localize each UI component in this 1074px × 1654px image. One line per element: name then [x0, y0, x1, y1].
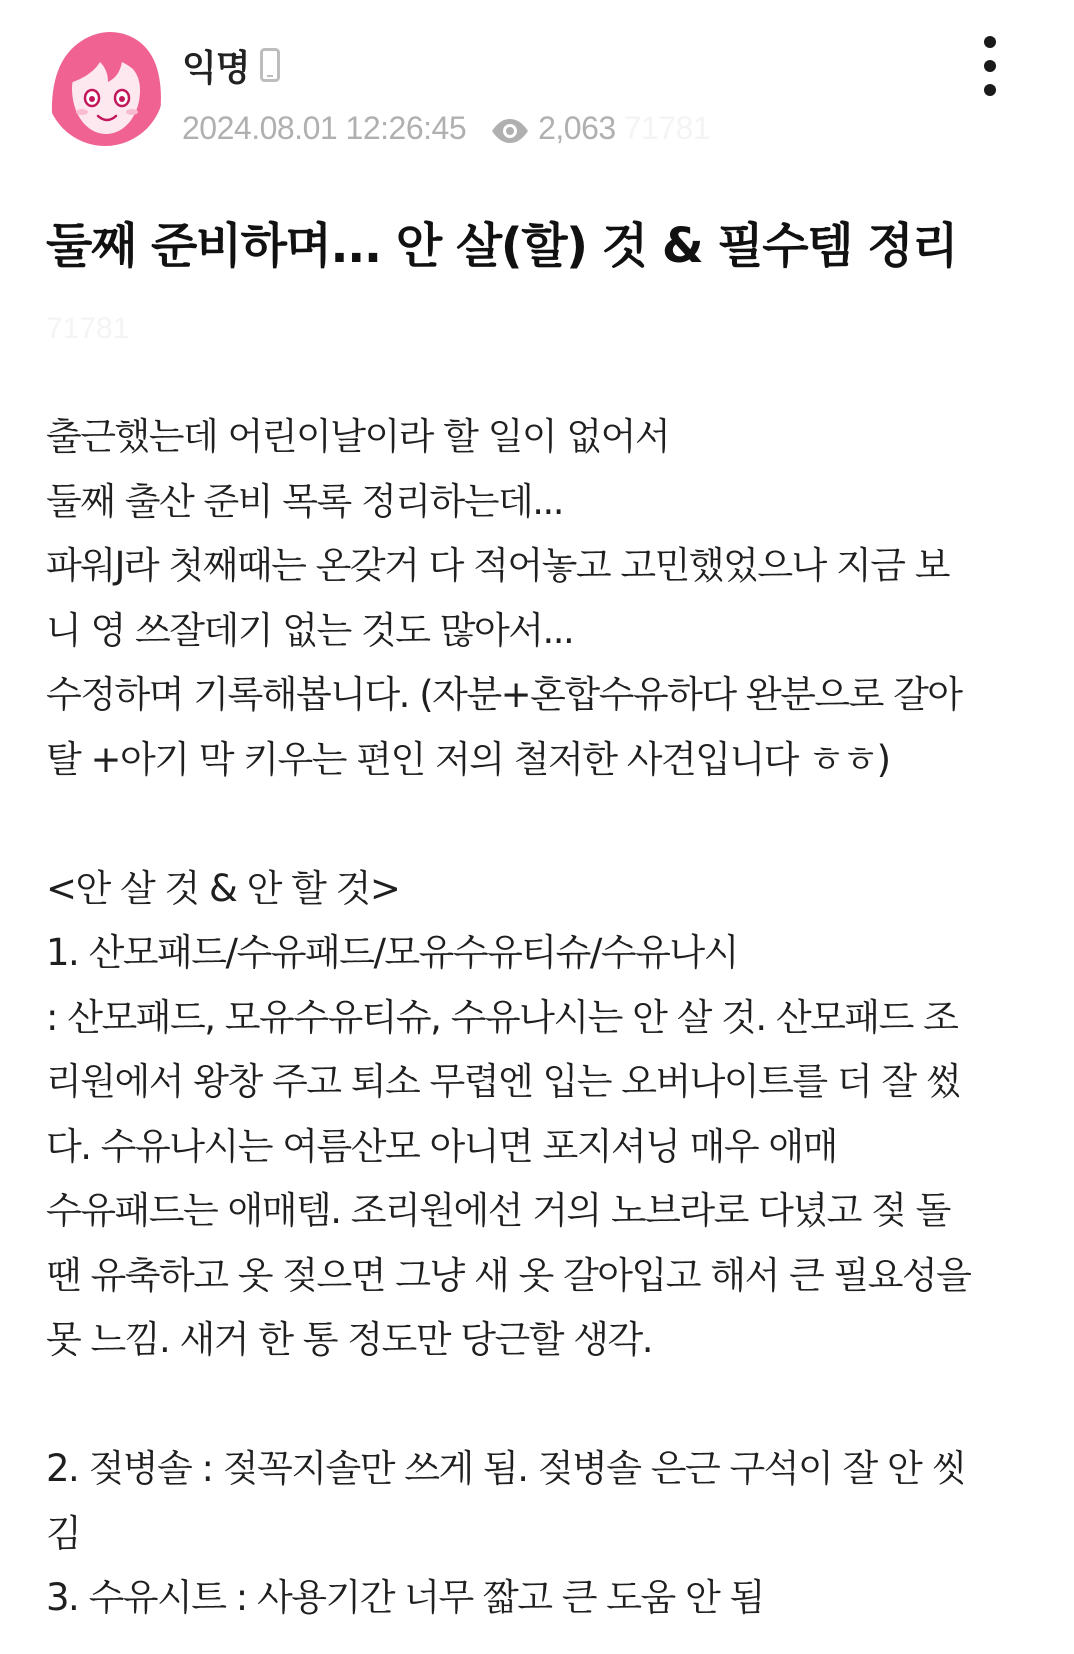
- eye-icon: [490, 115, 530, 141]
- blank-line: [46, 792, 1036, 857]
- body-line: 1. 산모패드/수유패드/모유수유티슈/수유나시: [46, 931, 738, 974]
- body-line: 리원에서 왕창 주고 퇴소 무렵엔 입는 오버나이트를 더 잘 썼: [46, 1060, 961, 1103]
- view-count: 2,063: [538, 109, 616, 146]
- body-line: 못 느낌. 새거 한 통 정도만 당근할 생각.: [46, 1318, 652, 1361]
- vertical-ellipsis-icon: [984, 36, 996, 48]
- body-line: 다. 수유나시는 여름산모 아니면 포지셔닝 매우 애매: [46, 1124, 837, 1168]
- body-line: 2. 젖병솔 : 젖꼭지솔만 쓰게 됨. 젖병솔 은근 구석이 잘 안 씻: [46, 1447, 966, 1490]
- body-line: 수유패드는 애매템. 조리원에선 거의 노브라로 다녔고 젖 돌: [46, 1189, 950, 1232]
- title-watermark: 71781: [46, 312, 130, 345]
- body-line: : 산모패드, 모유수유티슈, 수유나시는 안 살 것. 산모패드 조: [46, 995, 958, 1039]
- author-name: 익명: [182, 47, 250, 89]
- body-line: <안 살 것 & 안 할 것>: [46, 866, 400, 910]
- body-line: 니 영 쓰잘데기 없는 것도 많아서...: [46, 608, 574, 652]
- watermark-id: 71781: [623, 109, 711, 146]
- vertical-ellipsis-icon: [984, 60, 996, 72]
- body-line: 땐 유축하고 옷 젖으면 그냥 새 옷 갈아입고 해서 큰 필요성을: [46, 1253, 971, 1297]
- post-timestamp: 2024.08.01 12:26:45: [182, 109, 467, 146]
- anonymous-girl-avatar-icon: [46, 28, 164, 146]
- avatar[interactable]: [46, 28, 164, 146]
- mobile-phone-icon: [260, 48, 280, 82]
- author-row: [182, 40, 280, 90]
- body-line: 3. 수유시트 : 사용기간 너무 짧고 큰 도움 안 됨: [46, 1576, 764, 1619]
- body-line: 둘째 출산 준비 목록 정리하는데...: [46, 479, 563, 523]
- post-body: [46, 405, 1036, 1631]
- body-line: 탈 +아기 막 키우는 편인 저의 철저한 사견입니다 ㅎㅎ): [46, 737, 890, 781]
- body-line: 수정하며 기록해봅니다. (자분+혼합수유하다 완분으로 갈아: [46, 673, 962, 716]
- vertical-ellipsis-icon: [984, 84, 996, 96]
- more-options-button[interactable]: [972, 36, 1008, 96]
- post-title: 둘째 준비하며... 안 살(할) 것 & 필수템 정리: [46, 218, 957, 274]
- body-line: 출근했는데 어린이날이라 할 일이 없어서: [46, 415, 670, 458]
- post-meta: [182, 108, 710, 148]
- body-line: 파워J라 첫째때는 온갖거 다 적어놓고 고민했었으나 지금 보: [46, 544, 950, 587]
- post-header: [0, 0, 1074, 180]
- body-line: 김: [46, 1511, 81, 1555]
- blank-line: [46, 1373, 1036, 1438]
